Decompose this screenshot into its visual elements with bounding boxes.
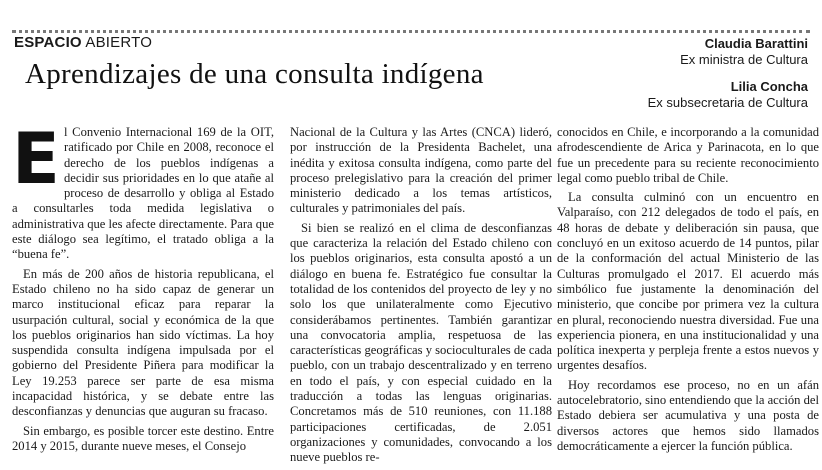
- article-paragraph: Si bien se realizó en el clima de desconfianzas que caracteriza la relación del Estado chileno con los pueblos originarios, esta consulta apostó a un diálogo en buena fe. Estratégico fue consultar la totalidad de los contenidos del proyecto de ley y no solo los que unilateralmente como Ejecutivo considerábamos pertinentes. También garantizar una convocatoria amplia, respetuosa de las características geográficas y socioculturales de cada pueblo, con un trabajo descentralizado y en terreno en todo el país, y con especial cuidado en la traducción a todas las lenguas originarias. Concretamos más de 510 reuniones, con 11.188 participaciones certificadas, de 2.051 organizaciones y comunidades, convocando a los nueve pueblos re-: [290, 220, 552, 465]
- article-paragraph: l Convenio Internacional 169 de la OIT, ratificado por Chile en 2008, reconoce el derecho de los pueblos indígenas a decidir sus prioridades en lo que atañe al proceso de desarrollo y obliga al Estado a consultarles toda medida legislativa o administrativa que les afecte directamente. Para que este diálogo sea legítimo, el tratado obliga a la “buena fe”.: [12, 125, 274, 262]
- article-paragraph: Nacional de la Cultura y las Artes (CNCA) lideró, por instrucción de la Presidenta Bachelet, una inédita y exitosa consulta indígena, como parte del proceso prelegislativo para la creación del primer ministerio dedicado a los temas artísticos, culturales y patrimoniales del país.: [290, 125, 552, 216]
- section-label-bold: ESPACIO: [14, 34, 82, 51]
- section-label: [14, 34, 152, 51]
- author-block: [648, 79, 808, 111]
- top-dotted-rule: [12, 30, 810, 33]
- author-block: [648, 36, 808, 68]
- article-paragraph: En más de 200 años de historia republicana, el Estado chileno no ha sido capaz de generar un marco institucional eficaz para reparar la usurpación cultural, social y económica de la que los pueblos originarios han sido víctimas. La hoy suspendida consulta indígena impulsada por el gobierno del Presidente Piñera para modificar la Ley 19.253 parece ser parte de esa misma incapacidad histórica, y se debate entre las desconfianzas y denuncias que auguran su fracaso.: [12, 266, 274, 419]
- author-role: Ex subsecretaria de Cultura: [647, 95, 808, 110]
- author-role: Ex ministra de Cultura: [680, 52, 808, 67]
- article-column-1: [12, 118, 274, 458]
- author-name: Claudia Barattini: [704, 36, 808, 51]
- section-label-light: ABIERTO: [85, 34, 153, 51]
- headline: Aprendizajes de una consulta indígena: [25, 58, 484, 90]
- article-paragraph: conocidos en Chile, e incorporando a la comunidad afrodescendiente de Arica y Parinacota, en lo que fue un precedente para su reciente reconocimiento legal como pueblo tribal de Chile.: [557, 125, 819, 185]
- article-paragraph: Hoy recordamos ese proceso, no en un afán autocelebratorio, sino entendiendo que la acción del Estado debiera ser acumulativa y una posta de diversos actores que hemos sido llamados democráticamente a ejercer la función pública.: [557, 377, 819, 453]
- article-column-3: [557, 125, 819, 458]
- article-paragraph: La consulta culminó con un encuentro en Valparaíso, con 212 delegados de todo el país, en 48 horas de debate y deliberación sin pausa, que concluyó en un exitoso acuerdo de 14 puntos, pilar de la conformación del actual Ministerio de las Culturas promulgado el 2017. El acuerdo más simbólico fue justamente la denominación del ministerio, que concibe por primera vez la cultura en plural, reconociendo nuestra diversidad. Fue una experiencia pionera, en una institucionalidad y una política inexperta y perpleja frente a estos nuevos y urgentes desafíos.: [557, 190, 819, 373]
- author-name: Lilia Concha: [730, 79, 808, 94]
- drop-cap: E: [12, 118, 60, 200]
- article-column-2: [290, 125, 552, 470]
- article-paragraph: Sin embargo, es posible torcer este destino. Entre 2014 y 2015, durante nueve meses, el Consejo: [12, 423, 274, 453]
- author-list: [648, 36, 808, 111]
